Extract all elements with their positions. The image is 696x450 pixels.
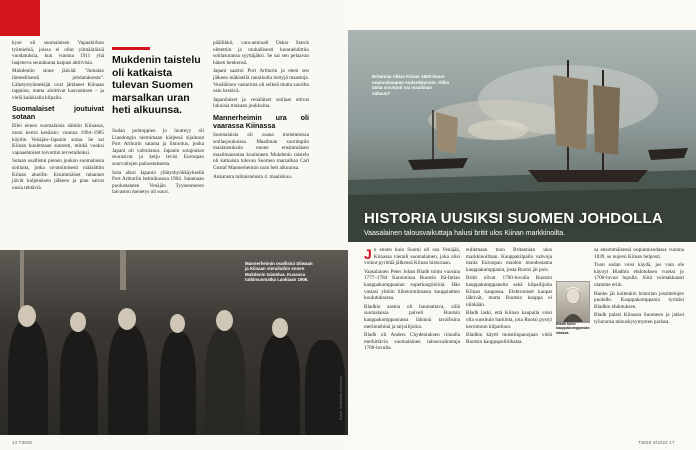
photo-figure: [260, 335, 300, 435]
paragraph: Sotaan osallistui pienen joukon suomalaisia sotilaita, jotka sivutoimisesti määrättiin Kiinan alueille. Ensimmäiset tuhannet jäivät kuljetuksen jälkeen ja pian saivat uusia tehtäviä.: [12, 158, 104, 191]
paragraph: Vaasalainen Peter Johan Bladh toimi vuosina 1777–1784 Kantonissa Ruotsin Itä-Intian kauppakomppanian superkargöörinä. Hän vastasi yhtiön liiketoiminnasta kauppiaitten koulutuksessa.: [364, 268, 460, 302]
right-column-1: [364, 247, 460, 354]
paragraph: Bladhin asema oli huomattava, sillä suomalaisia palveli Ruotsin kauppakomppaniassa lähinnä tavallisina merimiehinä ja tarjoilijoina.: [364, 303, 460, 330]
paragraph: kyse oli suomalaisen Vapaakirkon työmiehiä, joissa ei ollut ylimääräisiä vuodatuksia, kun vuonna 1911 yhä laajeneva seurakunta kaipasi aktiivisia.: [12, 40, 104, 66]
photo-face: [272, 318, 288, 338]
photo-figure: [160, 332, 196, 435]
paragraph: Suomalaisia oli osana molemmissa sotilasjoukoissa. Maailman suurimpiin maalaistuksiin ennen ensimmäisen maailmansotaa kuuluneen Mukdenin taistelu oli katkaista tulevan Suomen marsalkan Carl Gustaf Mannerheimin uran heti alkuunsa.: [213, 131, 309, 171]
paragraph: Ellei ennen suomalaisia nähtiin Kiinassa, moni kertoi kesäisin: vuonna 1904–1905 käytiin Venäjän–Japanin sotaa. Se sai Kiinan kuulemaan suuresti, minkä vuoksi vapaaehtoiset toivottiin tervetulleiksi.: [12, 123, 104, 156]
subheading: Suomalaiset joutuivat sotaan: [12, 104, 104, 122]
paragraph: Britit olivat 1700-luvulla Ruotsin kauppakumppaneita sekä kilpailijoita Kiinan kaupassa. Elektroniset kaupat lähtivät, mutta Ruotsin kauppa ei niinkään.: [466, 275, 552, 308]
paragraph: sa ensimmäisessä oopiumisodassa vuonna 1839, se nujersi Kiinan helposti.: [594, 247, 684, 260]
photo-figure: [8, 320, 48, 435]
right-page: [348, 0, 696, 450]
dropcap: J: [364, 246, 372, 262]
subheading: Mannerheimin ura oli vaarassa Kiinassa: [213, 112, 309, 130]
paragraph: Mukdeniin sinne jäävää: "Jumalan ihmeellisestä johdatuksesta". Lähetystyöntekijät ovat jättäneet Kiinaan tappiota, mutta aloittivat kasvamisen – ja vielä kaikkialla kilpailu.: [12, 68, 104, 101]
paragraph: Ankarasta tulitaistelusta 4. maaliskuu.: [213, 173, 293, 180]
pullquote-rule: [112, 47, 150, 50]
photo-face: [216, 310, 233, 331]
paragraph: päällikkö, vara-amiraali Oskar Starck oletettiin ja rauhallisesti luonnehdittiin sotilasuransa syyttäjäksi. Se sai sen pelaavan hänen henkensä.: [213, 40, 309, 66]
pullquote: Mukdenin taistelu oli katkaista tulevan Suomen marsalkan uran heti alkuunsa.: [112, 54, 201, 116]
photo-face: [18, 305, 36, 327]
paragraph-text: o ennen kuin Suomi oli osa Venäjää, Kiinassa vieraili suomalainen, joka olisi voinut pyrittää jälkensä Kiinan historiaan.: [364, 247, 460, 267]
paragraph: Tuon sodan voisi käydä, jos vain ole käynyt Bladhin ehdotuksen vuoksi jo 1700-luvun lopulla. Siitä voimakkaasti otamme eriin.: [594, 262, 684, 288]
photo-detail: [120, 250, 126, 290]
photo-caption: Mannerheimin osallistui Siiwaan ja Kiinaan vierailuihin ennen Mukdenin taistelua. Kuvassa tutkimusmatka Lankiaan 1906.: [245, 261, 313, 283]
painting-caption: Britannia rikkoi Kiinan 1600-luvun oopiumkaupan sodankäynnin. Oliko tämä sivutunti vai maailman valtaus?: [372, 74, 450, 96]
paragraph: Japani saartoi Port Arthurin ja eteni sen jälkeen mäkisellä rannikolla tiettyjä maastoja. Venäläinen vastarinta oli selkeä mutta suurilta osin kestävä.: [213, 68, 309, 95]
paragraph: euliemaan toon Britannian ulos markkinoiltaan. Kauppakilpailu vahvoja maita Euroopan maiden muodostama kauppakomppania, josta Ruotsi jäi pois.: [466, 247, 552, 273]
portrait-caption: Bladh toimi kauppakomppanian virassa.: [556, 322, 590, 335]
photo-figure: [60, 330, 98, 435]
ship-painting: [348, 30, 696, 242]
paragraph: Bladh oli Anders Chydeniuksen rinnalla merkittävin suomalainen talousvaikuttaja 1700-luvulla.: [364, 332, 460, 352]
page-footer: 14 TIEDE: [12, 440, 33, 445]
paragraph: Sota alkoi Japanin yllätyshyökkäyksellä Port Arthuriin helmikuussa 1904. Satamaan puolustaneen Venäjän Tyynenmeren laivaston menetys oli suuri.: [112, 169, 204, 196]
paragraph: Japanilaiset ja venäläiset sotilaat ottivat lukuisia mukaan joukkoina.: [213, 96, 309, 110]
left-column-1: [12, 40, 104, 193]
article-lead: Vaasalainen talousvaikuttaja halusi britit ulos Kiinan markkinoilta.: [364, 230, 566, 237]
paragraph: Hanke jäi kuitenkin historian jossittelujen puolelle. Kauppakomppania tyrmäsi Bladhin ehdotuksen.: [594, 290, 684, 310]
paragraph: Bladhin käytti muistiinpanojaan vielä Ruotsin kauppapolitiikasta.: [466, 332, 552, 345]
left-column-3: [213, 40, 309, 182]
red-band: [0, 0, 40, 36]
portrait-drawing: [557, 282, 589, 322]
left-column-2: [112, 128, 204, 198]
photo-figure: [108, 325, 148, 435]
paragraph: [364, 247, 460, 267]
photo-credit: Kuvat: Wikimedia Commons: [339, 376, 343, 420]
photo-face: [118, 308, 136, 330]
page-footer: TIEDE 6/2022 17: [638, 440, 675, 445]
paragraph: Sodan pohtoppien jo luutteyy oli Liaodongin niemimaan kärjessä sijainnut Port Arthurin satama ja linnoitus, jonka Japani oli valloitanut. Japanin sotajoukot seurasivat ja ketju levisi Euroopan suurvaltojen painostuksesta.: [112, 128, 204, 167]
photo-face: [170, 314, 185, 333]
right-column-3: [594, 247, 684, 328]
right-column-2: [466, 247, 552, 347]
bladh-portrait: [556, 281, 590, 323]
photo-figure: [205, 328, 245, 435]
photo-detail: [20, 250, 24, 310]
photo-face: [70, 312, 86, 332]
article-headline: HISTORIA UUSIKSI SUOMEN JOHDOLLA: [364, 210, 663, 227]
paragraph: Bladh laski, että Kiinan kaupalla voisi olla suosituin harkinta, jota Ruotsi pystyi kerrottuun kilpailuun.: [466, 310, 552, 330]
paragraph: Bladh palasi Kiinasta Suomeen ja jatkoi työuransa talouskysymysten parissa.: [594, 312, 684, 325]
